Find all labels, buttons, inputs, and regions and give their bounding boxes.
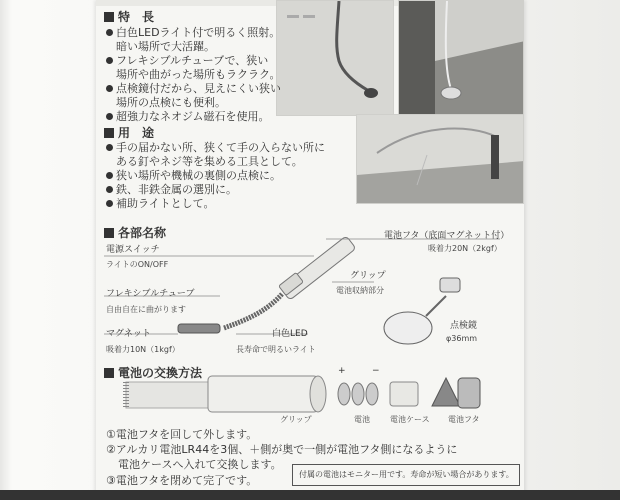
battery-cells-illustration	[338, 383, 378, 405]
battery-label-grip: グリップ	[280, 415, 312, 424]
use-line-1: 手の届かない所、狭くて手の入らない所に	[106, 141, 325, 155]
product-photo-dark	[276, 0, 394, 116]
product-photo-corner	[398, 0, 524, 116]
battery-diagram	[96, 370, 524, 420]
battery-case-illustration	[390, 382, 418, 406]
grip-tube-illustration	[126, 376, 326, 412]
flashlight-illustration	[178, 236, 356, 333]
battery-step-1: ①電池フタを回して外します。	[106, 428, 258, 441]
label-magnet: マグネット	[106, 329, 151, 339]
photo-illustration-tube	[277, 1, 394, 116]
label-magnet-sub: 吸着力10N（1kgf）	[106, 345, 180, 354]
feature-line-1: 白色LEDライト付で明るく照射。	[106, 26, 280, 40]
product-photo-floor	[356, 114, 524, 204]
uses-heading: 用 途	[104, 124, 154, 141]
feature-line-4: 場所や曲がった場所もラクラク。	[116, 68, 281, 81]
label-mirror-sub: φ36mm	[446, 334, 478, 343]
label-power-switch: 電源スイッチ	[106, 245, 160, 255]
battery-step-3: ③電池フタを閉めて完了です。	[106, 474, 258, 487]
use-line-3: 狭い場所や機械の裏側の点検に。	[106, 169, 281, 183]
battery-label-cap: 電池フタ	[448, 415, 480, 424]
battery-label-case: 電池ケース	[390, 415, 430, 424]
label-grip: グリップ	[350, 271, 386, 281]
battery-cap-illustration	[432, 378, 480, 408]
feature-line-7: 超強力なネオジム磁石を使用。	[106, 110, 270, 124]
bottom-edge	[0, 490, 620, 500]
battery-step-2: ②アルカリ電池LR44を3個、＋側が奥で一側が電池フタ側になるように	[106, 443, 458, 456]
feature-line-5: 点検鏡付だから、見えにくい狭い	[106, 82, 281, 96]
label-battery-cap-sub: 吸着力20N（2kgf）	[428, 244, 502, 253]
use-line-2: ある釘やネジ等を集める工具として。	[116, 155, 303, 168]
photo-illustration-corner	[399, 1, 524, 116]
battery-step-2-cont: 電池ケースへ入れて交換します。	[118, 458, 282, 471]
feature-line-2: 暗い場所で大活躍。	[116, 40, 215, 53]
feature-line-6: 場所の点検にも便利。	[116, 96, 226, 109]
label-led: 白色LED	[272, 329, 308, 339]
use-line-5: 補助ライトとして。	[106, 197, 214, 211]
battery-heading: 電池の交換方法	[104, 364, 202, 381]
label-battery-cap: 電池フタ（底面マグネット付）	[384, 231, 510, 241]
label-flex-tube-sub: 自由自在に曲がります	[106, 305, 186, 314]
label-flex-tube: フレキシブルチューブ	[106, 289, 195, 299]
feature-line-3: フレキシブルチューブで、狭い	[106, 54, 268, 68]
label-mirror: 点検鏡	[450, 321, 478, 331]
sign-plus: +	[338, 366, 346, 376]
photo-illustration-floor	[357, 115, 524, 204]
use-line-4: 鉄、非鉄金属の選別に。	[106, 183, 237, 197]
label-grip-sub: 電池収納部分	[336, 286, 384, 295]
battery-label-battery: 電池	[354, 415, 370, 424]
battery-note-box: 付属の電池はモニター用です。寿命が短い場合があります。	[292, 464, 520, 486]
sign-minus: −	[372, 366, 380, 376]
parts-heading: 各部名称	[104, 224, 166, 241]
label-led-sub: 長寿命で明るいライト	[236, 345, 316, 354]
label-power-switch-sub: ライトのON/OFF	[106, 260, 169, 269]
features-heading: 特 長	[104, 8, 154, 25]
